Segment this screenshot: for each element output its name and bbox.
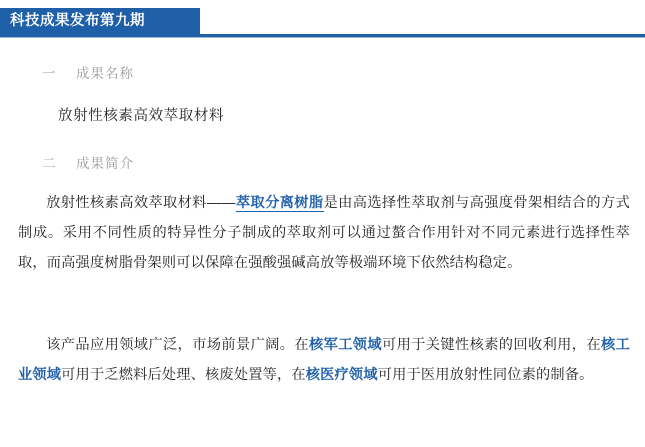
paragraph-intro-seg1: 放射性核素高效萃取材料—— <box>46 195 236 211</box>
page-title: 科技成果发布第九期 <box>10 13 145 29</box>
paragraph-app-seg3: 可用于乏燃料后处理、核废处置等，在 <box>61 367 306 383</box>
paragraph-app-seg4: 可用于医用放射性同位素的制备。 <box>377 367 594 383</box>
paragraph-intro <box>18 188 630 278</box>
keyword-military-nuclear: 核军工领域 <box>309 337 382 353</box>
keyword-nuclear-industry: 核工业领域 <box>18 337 630 383</box>
section-heading-2 <box>0 152 645 172</box>
paragraph-applications <box>18 330 630 390</box>
section-heading-1 <box>0 62 645 82</box>
document-header <box>0 8 645 42</box>
section-number-2: 二 <box>42 156 56 171</box>
paragraph-app-seg1: 该产品应用领域广泛，市场前景广阔。在 <box>46 337 309 353</box>
keyword-extraction-resin: 萃取分离树脂 <box>235 195 324 211</box>
section-number-1: 一 <box>42 66 56 81</box>
paragraph-app-seg2: 可用于关键性核素的回收利用，在 <box>382 337 601 353</box>
keyword-nuclear-medicine: 核医疗领域 <box>305 367 378 383</box>
achievement-name-value: 放射性核素高效萃取材料 <box>58 108 225 124</box>
paragraph-intro-seg2: 是由高选择性萃取剂与高强度骨架相结合的方式制成。采用不同性质的特异性分子制成的萃取剂可以通过螯合作用针对不同元素进行选择性萃取，而高强度树脂骨架则可以保障在强酸强碱高放等极端环境下依然结构稳定。 <box>18 195 631 271</box>
section-label-1: 成果名称 <box>76 66 134 81</box>
header-divider-light <box>0 37 645 38</box>
section-label-2: 成果简介 <box>76 156 134 171</box>
